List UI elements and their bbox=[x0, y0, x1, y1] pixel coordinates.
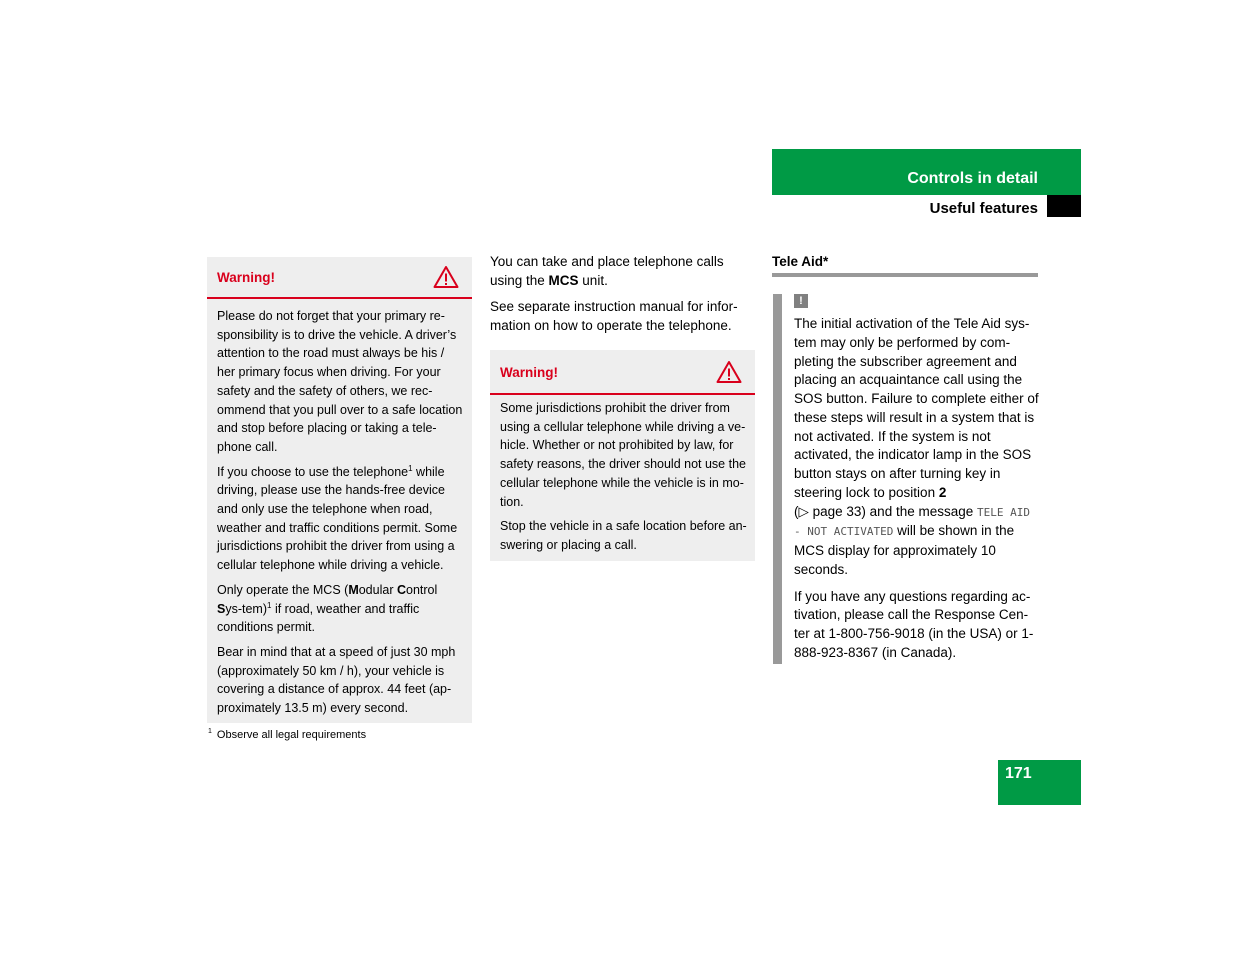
warning-paragraph: If you choose to use the telephone$^1$ while driving, please use the hands-free device and only use the telephone when road, weather and traffic conditions permit. Some jurisdictions prohibit the driver from using a cellular telephone while driving a vehicle. bbox=[217, 463, 458, 573]
warning-box-middle bbox=[490, 350, 755, 561]
chapter-header bbox=[772, 149, 1081, 195]
footnote-text: Observe all legal requirements bbox=[216, 729, 367, 741]
warning-paragraph: Stop the vehicle in a safe location before an-swering or placing a call. bbox=[500, 519, 747, 552]
section-marker bbox=[1047, 195, 1081, 217]
warning-header bbox=[490, 350, 755, 395]
warning-triangle-icon bbox=[433, 265, 459, 289]
body-paragraph: See separate instruction manual for infor-mation on how to operate the telephone. bbox=[490, 299, 738, 334]
tele-aid-heading: Tele Aid* bbox=[772, 254, 829, 269]
note-paragraph: The initial activation of the Tele Aid sys-tem may only be performed by com-pleting the subscriber agreement and placing an acquaintance call using the SOS button. Failure to complete either of these steps will result in a system that is not activated. If the system is not activated, the indicator lamp in the SOS button stays on after turning key in steering lock to position 2 (▷ page 33) and the message TELE AID - NOT ACTIVATED will be shown in the MCS display for approximately 10 seconds. bbox=[794, 316, 1039, 577]
exclamation-icon: ! bbox=[794, 294, 808, 308]
page-number-tab bbox=[998, 760, 1081, 805]
footnote-ref: 1 bbox=[408, 463, 413, 473]
warning-triangle-icon bbox=[716, 360, 742, 384]
display-message: TELE AID - NOT ACTIVATED bbox=[794, 505, 1030, 539]
footnote-mark: 1 bbox=[208, 728, 212, 736]
note-body bbox=[794, 315, 1039, 663]
footnote bbox=[208, 729, 366, 741]
heading-rule bbox=[772, 273, 1038, 277]
warning-paragraph: Bear in mind that at a speed of just 30 mph (approximately 50 km / h), your vehicle is covering a distance of approx. 44 feet (ap-proximately 13.5 m) every second. bbox=[217, 644, 456, 716]
warning-title: Warning! bbox=[217, 270, 275, 285]
warning-title: Warning! bbox=[500, 365, 558, 380]
chapter-title: Controls in detail bbox=[907, 170, 1038, 187]
warning-body bbox=[490, 395, 755, 567]
body-paragraph: You can take and place telephone calls using the MCS unit. bbox=[490, 254, 724, 288]
warning-box-left bbox=[207, 257, 472, 723]
warning-paragraph: Please do not forget that your primary re-sponsibility is to drive the vehicle. A driver’s attention to the road must always be his / her primary focus when driving. For your safety and the safety of others, we rec-ommend that you pull over to a safe location and stop before placing or taking a tele-phone call. bbox=[217, 309, 463, 454]
page-number: 171 bbox=[1005, 765, 1032, 782]
warning-paragraph: Only operate the MCS (Modular Control Sys-tem)$^1$ if road, weather and traffic conditions permit. bbox=[217, 582, 438, 635]
tele-aid-note bbox=[773, 294, 1039, 664]
warning-header bbox=[207, 257, 472, 299]
warning-body bbox=[207, 299, 472, 730]
footnote-ref: 1 bbox=[267, 600, 272, 610]
warning-paragraph: Some jurisdictions prohibit the driver from using a cellular telephone while driving a ve-hicle. Whether or not prohibited by law, for safety reasons, the driver should not use the cellular telephone while the vehicle is in mo-tion. bbox=[500, 401, 746, 509]
section-title: Useful features bbox=[929, 200, 1038, 217]
body-text-middle bbox=[490, 253, 754, 344]
note-paragraph: If you have any questions regarding ac-tivation, please call the Response Cen-ter at 1-800-756-9018 (in the USA) or 1-888-923-8367 (in Canada). bbox=[794, 588, 1034, 660]
